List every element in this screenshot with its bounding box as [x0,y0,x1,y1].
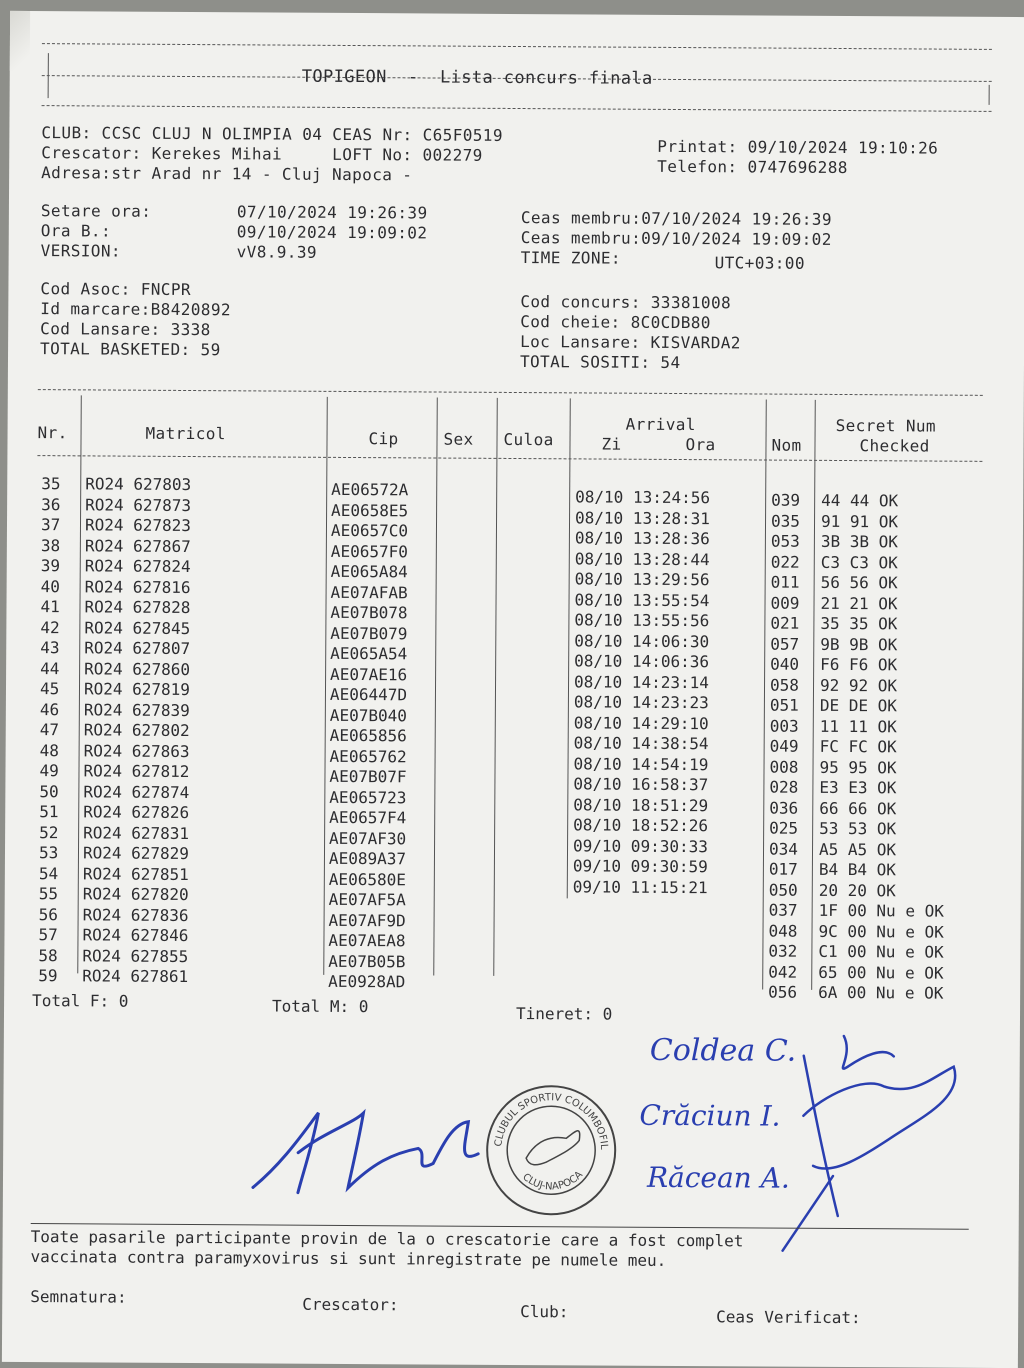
declaration-line-2: vaccinata contra paramyxovirus si sunt inregistrate pe numele meu. [30,1247,667,1270]
semnatura-label: Semnatura: [30,1287,127,1307]
row-arrival: 08/10 14:38:54 [573,733,709,754]
row-cip: AE07AF5A [328,889,406,910]
row-cip: AE065856 [329,725,407,746]
row-arrival: 08/10 13:29:56 [574,569,710,590]
row-secret: 53 53 OK [819,818,897,839]
row-nr: 49 [39,761,59,781]
ceas-verificat-label: Ceas Verificat: [716,1307,861,1328]
row-cip: AE07B05B [328,951,406,971]
row-secret: A5 A5 OK [818,839,897,859]
row-nom: 051 [769,695,799,715]
row-arrival: 09/10 09:30:59 [572,856,708,877]
col-zi: Zi [601,434,622,454]
row-secret: 3B 3B OK [820,531,899,552]
row-cip: AE07AE16 [330,664,408,684]
row-nr: 38 [40,535,61,555]
row-arrival: 08/10 14:54:19 [573,753,709,774]
row-matricol: RO24 627836 [82,904,189,925]
col-matricol: Matricol [145,423,226,444]
row-cip: AE06580E [328,869,406,889]
row-cip: AE065762 [329,746,407,766]
ceas-membru-2: Ceas membru:09/10/2024 19:09:02 [520,228,832,249]
row-secret: B4 B4 OK [818,859,897,880]
row-arrival: 08/10 14:29:10 [573,712,709,733]
row-arrival: 08/10 14:23:23 [573,692,709,713]
row-nom: 022 [770,552,800,572]
row-nom: 009 [770,593,800,613]
row-secret: 92 92 OK [819,675,898,695]
row-secret: 9C 00 Nu e OK [818,921,944,942]
row-nr: 43 [40,638,60,658]
row-nr: 59 [38,966,58,986]
col-cip: Cip [368,429,399,449]
row-matricol: RO24 627823 [84,515,192,536]
version-label: VERSION: [40,241,121,261]
row-cip: AE07B07F [329,766,407,787]
row-cip: AE07B079 [330,623,408,643]
row-nr: 41 [40,597,60,617]
row-nr: 48 [39,740,59,760]
col-culoa: Culoa [503,429,554,450]
row-nom: 028 [769,777,799,797]
row-matricol: RO24 627824 [84,556,191,577]
row-matricol: RO24 627855 [82,945,189,966]
row-cip: AE065A84 [330,561,408,582]
cod-concurs: Cod concurs: 33381008 [520,292,732,313]
col-checked: Checked [859,436,930,456]
table-header-rule [37,455,982,462]
row-nom: 021 [770,613,800,633]
cod-asoc: Cod Asoc: FNCPR [40,279,191,300]
row-matricol: RO24 627839 [83,699,190,720]
total-m: Total M: 0 [272,996,369,1017]
row-matricol: RO24 627863 [83,740,190,761]
row-cip: AE07AF9D [328,910,406,930]
row-arrival: 08/10 13:28:31 [574,507,710,528]
row-nr: 58 [38,945,58,965]
row-nr: 52 [39,822,59,842]
row-matricol: RO24 627860 [84,658,191,679]
col-sep-matricol [323,397,328,975]
phone: Telefon: 0747696288 [657,156,848,178]
row-matricol: RO24 627816 [84,576,191,597]
club-line: CLUB: CCSC CLUJ N OLIMPIA 04 CEAS Nr: C65F0519 [41,123,503,145]
title-box [42,43,992,113]
row-secret: C3 C3 OK [820,552,898,572]
row-nom: 025 [769,818,799,838]
row-arrival: 08/10 13:55:54 [574,589,710,610]
row-arrival: 08/10 18:52:26 [573,815,709,836]
row-secret: 11 11 OK [819,716,897,736]
col-sep-arrival [762,400,767,990]
row-nom: 039 [771,490,801,510]
table-top-rule [38,389,983,396]
row-secret: 20 20 OK [818,880,896,900]
row-secret: 44 44 OK [821,490,899,511]
svg-text:CLUBUL SPORTIV COLUMBOFIL: CLUBUL SPORTIV COLUMBOFIL [493,1092,610,1150]
col-nom: Nom [771,435,802,455]
row-arrival: 08/10 14:23:14 [573,671,709,692]
row-secret: 35 35 OK [820,613,898,634]
row-arrival: 08/10 13:28:36 [574,528,710,549]
row-nom: 058 [769,675,799,695]
row-nr: 42 [40,617,60,637]
printed-at: Printat: 09/10/2024 19:10:26 [657,136,939,158]
cod-lansare: Cod Lansare: 3338 [40,319,211,340]
club-signatures [743,1015,984,1256]
row-nr: 47 [39,720,60,740]
time-zone-value: UTC+03:00 [714,253,805,273]
col-secret: Secret Num [835,415,937,436]
row-arrival: 08/10 14:06:30 [574,630,710,651]
address-line: Adresa:str Arad nr 14 - Cluj Napoca - [41,163,413,185]
row-nom: 048 [768,921,798,941]
loc-lansare: Loc Lansare: KISVARDA2 [520,332,741,353]
row-cip: AE07AFAB [330,582,408,602]
row-cip: AE06447D [329,684,408,705]
row-secret: F6 F6 OK [820,654,898,675]
row-nr: 44 [40,658,60,678]
row-secret: 1F 00 Nu e OK [818,900,944,921]
row-nr: 45 [39,679,60,699]
row-arrival: 09/10 11:15:21 [572,876,708,897]
row-matricol: RO24 627820 [82,884,189,905]
row-matricol: RO24 627873 [85,494,192,515]
row-secret: FC FC OK [819,736,897,757]
col-ora: Ora [685,435,716,455]
ora-b-label: Ora B.: [40,221,112,241]
row-nom: 035 [770,511,801,531]
row-secret: 56 56 OK [820,572,898,593]
col-sep-culoa [567,398,571,898]
row-nom: 057 [770,634,800,654]
row-nr: 53 [38,843,59,863]
row-cip: AE089A37 [328,848,407,869]
row-arrival: 08/10 14:06:36 [574,651,710,672]
row-secret: 66 66 OK [819,798,897,818]
handwritten-name-1: Coldea C. [649,1032,797,1069]
id-marcare: Id marcare:B8420892 [40,299,231,320]
col-sep-cip [433,398,438,976]
row-nr: 57 [38,925,58,945]
row-nr: 39 [40,556,61,576]
col-sep-sex [493,398,498,976]
row-matricol: RO24 627807 [84,638,191,659]
tineret: Tineret: 0 [515,1004,613,1024]
col-sep-nr [77,395,82,973]
row-nom: 049 [769,736,799,756]
row-arrival: 08/10 13:24:56 [575,487,711,508]
row-nom: 017 [768,859,798,879]
row-cip: AE07AF30 [329,828,407,848]
row-arrival: 08/10 13:55:56 [574,610,710,631]
ceas-membru-1: Ceas membru:07/10/2024 19:26:39 [520,208,832,229]
row-matricol: RO24 627803 [85,474,192,495]
club-label: Club: [520,1302,569,1322]
row-matricol: RO24 627829 [82,843,190,864]
time-zone-label: TIME ZONE: [520,248,622,268]
ora-b-value: 09/10/2024 19:09:02 [236,222,428,243]
row-cip: AE065A54 [330,643,408,664]
row-matricol: RO24 627874 [83,781,190,802]
row-nr: 35 [41,474,61,494]
row-cip: AE0658E5 [331,500,409,520]
row-cip: AE0657C0 [330,520,409,541]
row-secret: 65 00 Nu e OK [818,962,944,983]
printed-sheet [2,11,1024,1368]
total-sositi: TOTAL SOSITI: 54 [519,352,681,373]
row-secret: 95 95 OK [819,757,897,777]
row-nr: 54 [38,863,59,883]
row-matricol: RO24 627826 [83,802,190,823]
cod-cheie: Cod cheie: 8C0CDB80 [520,312,711,333]
row-matricol: RO24 627846 [82,925,189,946]
row-nom: 056 [768,982,798,1002]
row-secret: C1 00 Nu e OK [818,941,944,962]
row-nom: 042 [768,962,798,982]
svg-text:CLUJ-NAPOCA: CLUJ-NAPOCA [520,1169,586,1193]
row-matricol: RO24 627867 [84,535,191,556]
row-nom: 008 [769,757,799,777]
row-cip: AE0657F0 [330,541,408,561]
setare-ora-value: 07/10/2024 19:26:39 [236,202,428,223]
row-nom: 003 [769,716,799,736]
col-sex: Sex [443,429,474,449]
row-cip: AE065723 [329,787,407,807]
handwritten-name-3: Răcean A. [646,1160,790,1195]
crescator-line: Crescator: Kerekes Mihai LOFT No: 002279 [41,143,483,165]
row-secret: 91 91 OK [820,511,899,531]
row-secret: E3 E3 OK [819,777,897,798]
row-secret: 21 21 OK [820,593,898,613]
report-title: TOPIGEON - Lista concurs finala [301,66,653,89]
row-cip: AE0928AD [328,971,406,992]
row-cip: AE07B078 [330,602,408,623]
total-basketed: TOTAL BASKETED: 59 [40,339,221,360]
version-value: vV8.9.39 [236,242,317,262]
row-nr: 55 [38,884,59,904]
row-matricol: RO24 627802 [83,720,190,741]
row-arrival: 09/10 09:30:33 [572,835,708,856]
row-matricol: RO24 627819 [83,679,191,700]
row-matricol: RO24 627845 [84,617,191,638]
row-cip: AE06572A [331,479,409,500]
row-secret: 9B 9B OK [820,634,898,654]
row-matricol: RO24 627812 [83,761,190,782]
row-matricol: RO24 627831 [83,822,190,843]
col-sep-nom [811,400,816,990]
row-nr: 46 [39,699,60,719]
setare-ora-label: Setare ora: [40,201,152,221]
row-arrival: 08/10 13:28:44 [574,548,710,569]
club-stamp [481,1080,622,1221]
total-f: Total F: 0 [32,991,129,1011]
row-nr: 56 [38,904,58,924]
paper-edge-shadow [10,11,30,71]
row-nom: 037 [768,900,798,920]
row-cip: AE07B040 [329,705,407,725]
row-cip: AE0657F4 [329,807,407,828]
row-cip: AE07AEA8 [328,930,406,951]
row-nom: 050 [768,880,798,900]
declaration-line-1: Toate pasarile participante provin de la o crescatorie care a fost complet [30,1227,744,1251]
row-matricol: RO24 627828 [84,597,191,618]
crescator-signature [243,1092,504,1204]
handwritten-name-2: Crăciun I. [639,1098,781,1133]
row-nr: 51 [39,802,59,822]
row-arrival: 08/10 16:58:37 [573,774,709,795]
row-nr: 40 [40,576,60,596]
row-matricol: RO24 627851 [82,863,189,884]
col-nr: Nr. [37,423,68,443]
crescator-label: Crescator: [302,1294,399,1315]
row-nom: 034 [768,839,798,859]
row-nr: 50 [39,781,59,801]
row-secret: DE DE OK [819,695,898,716]
row-nom: 053 [770,531,800,551]
row-nom: 011 [770,572,800,592]
row-secret: 6A 00 Nu e OK [818,982,944,1003]
row-arrival: 08/10 18:51:29 [573,794,709,815]
row-nom: 036 [769,798,799,818]
row-nom: 040 [770,654,800,674]
row-nr: 36 [41,494,61,514]
row-nr: 37 [40,515,61,535]
row-matricol: RO24 627861 [82,966,189,987]
row-nom: 032 [768,941,798,961]
col-arrival: Arrival [625,414,696,435]
